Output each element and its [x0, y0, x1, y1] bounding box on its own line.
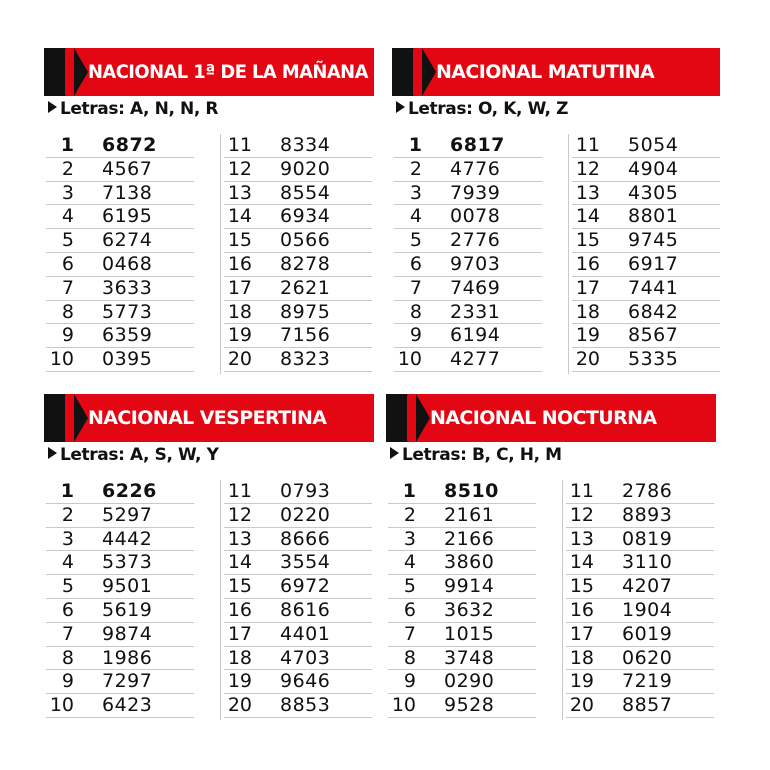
result-position: 12	[575, 157, 600, 180]
result-number: 1986	[102, 646, 153, 669]
result-number: 2786	[622, 480, 673, 502]
result-row	[566, 551, 714, 575]
result-number: 0220	[280, 503, 331, 526]
result-number: 0468	[102, 252, 153, 275]
result-number: 1015	[444, 622, 495, 645]
result-row	[224, 599, 372, 623]
triangle-bullet-icon	[396, 101, 405, 113]
panel-title: NACIONAL VESPERTINA	[88, 407, 327, 429]
result-number: 2161	[444, 503, 495, 526]
result-number: 4776	[450, 157, 501, 180]
result-number: 4401	[280, 622, 331, 645]
result-number: 7219	[622, 670, 673, 693]
result-position: 4	[403, 551, 416, 574]
result-position: 20	[227, 348, 252, 371]
result-row	[46, 670, 194, 694]
result-row	[388, 599, 536, 623]
result-number: 8975	[280, 300, 331, 323]
letras-line	[48, 445, 219, 465]
panel-title: NACIONAL NOCTURNA	[430, 407, 657, 429]
result-position: 7	[61, 276, 74, 299]
result-row	[224, 647, 372, 671]
result-number: 2621	[280, 276, 331, 299]
result-row	[224, 348, 372, 372]
result-position: 5	[409, 229, 422, 252]
result-number: 0078	[450, 205, 501, 228]
result-position: 13	[575, 181, 600, 204]
result-row	[224, 158, 372, 182]
result-number: 8801	[628, 205, 679, 228]
result-row	[224, 229, 372, 253]
result-row	[394, 229, 542, 253]
result-number: 3633	[102, 276, 153, 299]
result-position: 18	[575, 300, 600, 323]
result-number: 5054	[628, 134, 679, 156]
letras-text: Letras: A, N, N, R	[60, 99, 219, 119]
result-number: 5297	[102, 503, 153, 526]
result-number: 8857	[622, 694, 673, 717]
result-position: 6	[61, 252, 74, 275]
result-position: 19	[575, 324, 600, 347]
result-position: 11	[575, 134, 600, 156]
result-row	[46, 348, 194, 372]
result-row	[394, 205, 542, 229]
result-number: 5335	[628, 348, 679, 371]
result-row	[46, 599, 194, 623]
result-row	[566, 599, 714, 623]
result-row	[46, 551, 194, 575]
result-position: 14	[227, 205, 252, 228]
letras-line	[396, 99, 568, 119]
result-number: 9646	[280, 670, 331, 693]
result-number: 7297	[102, 670, 153, 693]
result-row	[394, 348, 542, 372]
panel-nacional-1-de-la-man-ana	[44, 48, 374, 378]
result-position: 5	[403, 575, 416, 598]
result-number: 8893	[622, 503, 673, 526]
result-position: 6	[403, 598, 416, 621]
result-number: 1904	[622, 598, 673, 621]
result-row	[224, 575, 372, 599]
result-row	[572, 301, 720, 325]
result-row	[394, 301, 542, 325]
result-position: 14	[227, 551, 252, 574]
result-number: 0290	[444, 670, 495, 693]
result-number: 6359	[102, 324, 153, 347]
result-number: 8554	[280, 181, 331, 204]
result-position: 13	[227, 181, 252, 204]
result-position: 12	[227, 157, 252, 180]
result-position: 16	[227, 598, 252, 621]
result-position: 9	[409, 324, 422, 347]
result-number: 7441	[628, 276, 679, 299]
result-number: 9745	[628, 229, 679, 252]
result-position: 1	[60, 480, 74, 502]
result-number: 4904	[628, 157, 679, 180]
result-row	[46, 504, 194, 528]
result-position: 12	[569, 503, 594, 526]
result-row	[572, 324, 720, 348]
result-position: 7	[409, 276, 422, 299]
result-row	[46, 229, 194, 253]
result-row	[572, 134, 720, 158]
result-row	[46, 182, 194, 206]
result-position: 3	[61, 527, 74, 550]
result-row	[46, 647, 194, 671]
result-position: 5	[61, 575, 74, 598]
result-number: 2166	[444, 527, 495, 550]
result-position: 8	[61, 300, 74, 323]
result-row	[566, 647, 714, 671]
result-row	[566, 504, 714, 528]
result-position: 19	[227, 324, 252, 347]
result-number: 9914	[444, 575, 495, 598]
result-row	[388, 647, 536, 671]
result-position: 11	[227, 134, 252, 156]
result-row	[46, 480, 194, 504]
result-number: 6972	[280, 575, 331, 598]
result-row	[224, 182, 372, 206]
result-row	[572, 182, 720, 206]
result-position: 6	[61, 598, 74, 621]
result-row	[394, 182, 542, 206]
result-position: 4	[409, 205, 422, 228]
result-position: 14	[569, 551, 594, 574]
result-position: 3	[403, 527, 416, 550]
result-position: 8	[409, 300, 422, 323]
result-row	[224, 670, 372, 694]
result-position: 10	[391, 694, 416, 717]
result-position: 20	[569, 694, 594, 717]
result-row	[46, 301, 194, 325]
panel-banner	[392, 48, 720, 96]
result-number: 5773	[102, 300, 153, 323]
result-row	[394, 324, 542, 348]
result-number: 8323	[280, 348, 331, 371]
result-row	[572, 158, 720, 182]
result-row	[46, 528, 194, 552]
triangle-bullet-icon	[48, 101, 57, 113]
results-column-1-10	[388, 480, 536, 718]
result-number: 6274	[102, 229, 153, 252]
result-row	[388, 551, 536, 575]
result-row	[566, 528, 714, 552]
result-position: 2	[403, 503, 416, 526]
column-divider	[220, 134, 221, 374]
result-row	[394, 277, 542, 301]
result-row	[394, 134, 542, 158]
result-position: 16	[227, 252, 252, 275]
result-row	[388, 623, 536, 647]
result-position: 9	[61, 324, 74, 347]
result-position: 17	[569, 622, 594, 645]
result-position: 16	[575, 252, 600, 275]
panel-nacional-nocturna	[386, 394, 716, 724]
result-row	[566, 670, 714, 694]
result-number: 3110	[622, 551, 673, 574]
result-row	[46, 205, 194, 229]
result-row	[572, 253, 720, 277]
result-number: 6226	[102, 480, 157, 502]
result-position: 15	[227, 575, 252, 598]
chevron-icon	[416, 394, 430, 442]
result-number: 6019	[622, 622, 673, 645]
letras-text: Letras: A, S, W, Y	[60, 445, 219, 465]
result-position: 7	[61, 622, 74, 645]
result-position: 19	[227, 670, 252, 693]
result-row	[394, 253, 542, 277]
result-number: 6423	[102, 694, 153, 717]
result-number: 0566	[280, 229, 331, 252]
results-column-11-20	[572, 134, 720, 372]
result-position: 2	[61, 503, 74, 526]
result-position: 18	[227, 646, 252, 669]
result-row	[566, 480, 714, 504]
result-row	[46, 623, 194, 647]
result-position: 20	[575, 348, 600, 371]
column-divider	[568, 134, 569, 374]
result-number: 7156	[280, 324, 331, 347]
result-row	[388, 575, 536, 599]
result-position: 2	[409, 157, 422, 180]
result-number: 8334	[280, 134, 331, 156]
result-row	[46, 277, 194, 301]
result-number: 8510	[444, 480, 499, 502]
panel-nacional-matutina	[392, 48, 720, 378]
result-position: 8	[403, 646, 416, 669]
result-position: 20	[227, 694, 252, 717]
result-number: 8567	[628, 324, 679, 347]
results-column-11-20	[566, 480, 714, 718]
result-row	[388, 504, 536, 528]
result-number: 6872	[102, 134, 157, 156]
result-number: 4567	[102, 157, 153, 180]
result-number: 7138	[102, 181, 153, 204]
result-row	[224, 205, 372, 229]
result-row	[572, 205, 720, 229]
result-number: 6934	[280, 205, 331, 228]
result-position: 13	[227, 527, 252, 550]
result-position: 12	[227, 503, 252, 526]
result-number: 8278	[280, 252, 331, 275]
result-position: 14	[575, 205, 600, 228]
panel-banner	[44, 394, 374, 442]
result-number: 6817	[450, 134, 505, 156]
result-row	[224, 504, 372, 528]
result-number: 6917	[628, 252, 679, 275]
result-row	[224, 134, 372, 158]
result-number: 4305	[628, 181, 679, 204]
panel-title: NACIONAL MATUTINA	[436, 61, 655, 83]
results-column-11-20	[224, 480, 372, 718]
result-row	[46, 253, 194, 277]
result-number: 3554	[280, 551, 331, 574]
result-number: 9528	[444, 694, 495, 717]
result-row	[224, 253, 372, 277]
result-position: 10	[49, 348, 74, 371]
result-number: 4207	[622, 575, 673, 598]
result-row	[224, 694, 372, 718]
letras-text: Letras: O, K, W, Z	[408, 99, 569, 119]
result-row	[572, 229, 720, 253]
result-position: 18	[227, 300, 252, 323]
chevron-icon	[422, 48, 436, 96]
result-position: 13	[569, 527, 594, 550]
results-column-1-10	[46, 480, 194, 718]
panel-banner	[386, 394, 716, 442]
result-number: 6195	[102, 205, 153, 228]
result-position: 7	[403, 622, 416, 645]
result-number: 7939	[450, 181, 501, 204]
result-position: 17	[227, 276, 252, 299]
result-row	[46, 158, 194, 182]
result-position: 2	[61, 157, 74, 180]
results-column-1-10	[394, 134, 542, 372]
result-row	[572, 348, 720, 372]
result-position: 1	[60, 134, 74, 156]
result-position: 15	[227, 229, 252, 252]
result-row	[224, 623, 372, 647]
result-position: 3	[409, 181, 422, 204]
result-row	[224, 528, 372, 552]
result-row	[572, 277, 720, 301]
result-position: 15	[569, 575, 594, 598]
result-position: 11	[227, 480, 252, 502]
result-number: 2776	[450, 229, 501, 252]
result-position: 18	[569, 646, 594, 669]
triangle-bullet-icon	[390, 447, 399, 459]
result-number: 3632	[444, 598, 495, 621]
result-position: 10	[49, 694, 74, 717]
result-number: 9020	[280, 157, 331, 180]
result-position: 10	[397, 348, 422, 371]
result-number: 8666	[280, 527, 331, 550]
result-position: 9	[403, 670, 416, 693]
column-divider	[562, 480, 563, 720]
result-number: 4703	[280, 646, 331, 669]
result-row	[224, 324, 372, 348]
result-position: 11	[569, 480, 594, 502]
result-row	[224, 551, 372, 575]
column-divider	[220, 480, 221, 720]
result-position: 17	[575, 276, 600, 299]
result-position: 8	[61, 646, 74, 669]
letras-line	[48, 99, 218, 119]
result-number: 6194	[450, 324, 501, 347]
result-number: 3860	[444, 551, 495, 574]
results-column-1-10	[46, 134, 194, 372]
letras-line	[390, 445, 562, 465]
result-number: 9703	[450, 252, 501, 275]
result-position: 1	[402, 480, 416, 502]
result-number: 5373	[102, 551, 153, 574]
result-number: 0819	[622, 527, 673, 550]
result-row	[388, 528, 536, 552]
result-row	[394, 158, 542, 182]
result-number: 4277	[450, 348, 501, 371]
result-number: 7469	[450, 276, 501, 299]
result-number: 0395	[102, 348, 153, 371]
result-number: 4442	[102, 527, 153, 550]
panel-nacional-vespertina	[44, 394, 374, 724]
result-number: 0620	[622, 646, 673, 669]
result-row	[224, 277, 372, 301]
result-number: 9874	[102, 622, 153, 645]
results-column-11-20	[224, 134, 372, 372]
result-number: 6842	[628, 300, 679, 323]
result-number: 8616	[280, 598, 331, 621]
result-number: 0793	[280, 480, 331, 502]
result-position: 4	[61, 551, 74, 574]
result-position: 4	[61, 205, 74, 228]
result-row	[46, 324, 194, 348]
result-position: 9	[61, 670, 74, 693]
result-row	[388, 694, 536, 718]
result-position: 16	[569, 598, 594, 621]
result-number: 8853	[280, 694, 331, 717]
result-number: 2331	[450, 300, 501, 323]
result-number: 5619	[102, 598, 153, 621]
result-row	[388, 480, 536, 504]
chevron-icon	[74, 48, 88, 96]
result-number: 3748	[444, 646, 495, 669]
result-position: 1	[408, 134, 422, 156]
result-position: 3	[61, 181, 74, 204]
result-row	[46, 694, 194, 718]
panel-banner	[44, 48, 374, 96]
result-row	[566, 623, 714, 647]
result-position: 19	[569, 670, 594, 693]
letras-text: Letras: B, C, H, M	[402, 445, 562, 465]
result-row	[566, 575, 714, 599]
result-row	[46, 134, 194, 158]
result-row	[388, 670, 536, 694]
result-position: 5	[61, 229, 74, 252]
result-number: 9501	[102, 575, 153, 598]
result-position: 6	[409, 252, 422, 275]
chevron-icon	[74, 394, 88, 442]
result-row	[224, 480, 372, 504]
result-row	[566, 694, 714, 718]
triangle-bullet-icon	[48, 447, 57, 459]
result-row	[224, 301, 372, 325]
result-row	[46, 575, 194, 599]
result-position: 17	[227, 622, 252, 645]
panel-title: NACIONAL 1ª DE LA MAÑANA	[88, 61, 368, 83]
result-position: 15	[575, 229, 600, 252]
